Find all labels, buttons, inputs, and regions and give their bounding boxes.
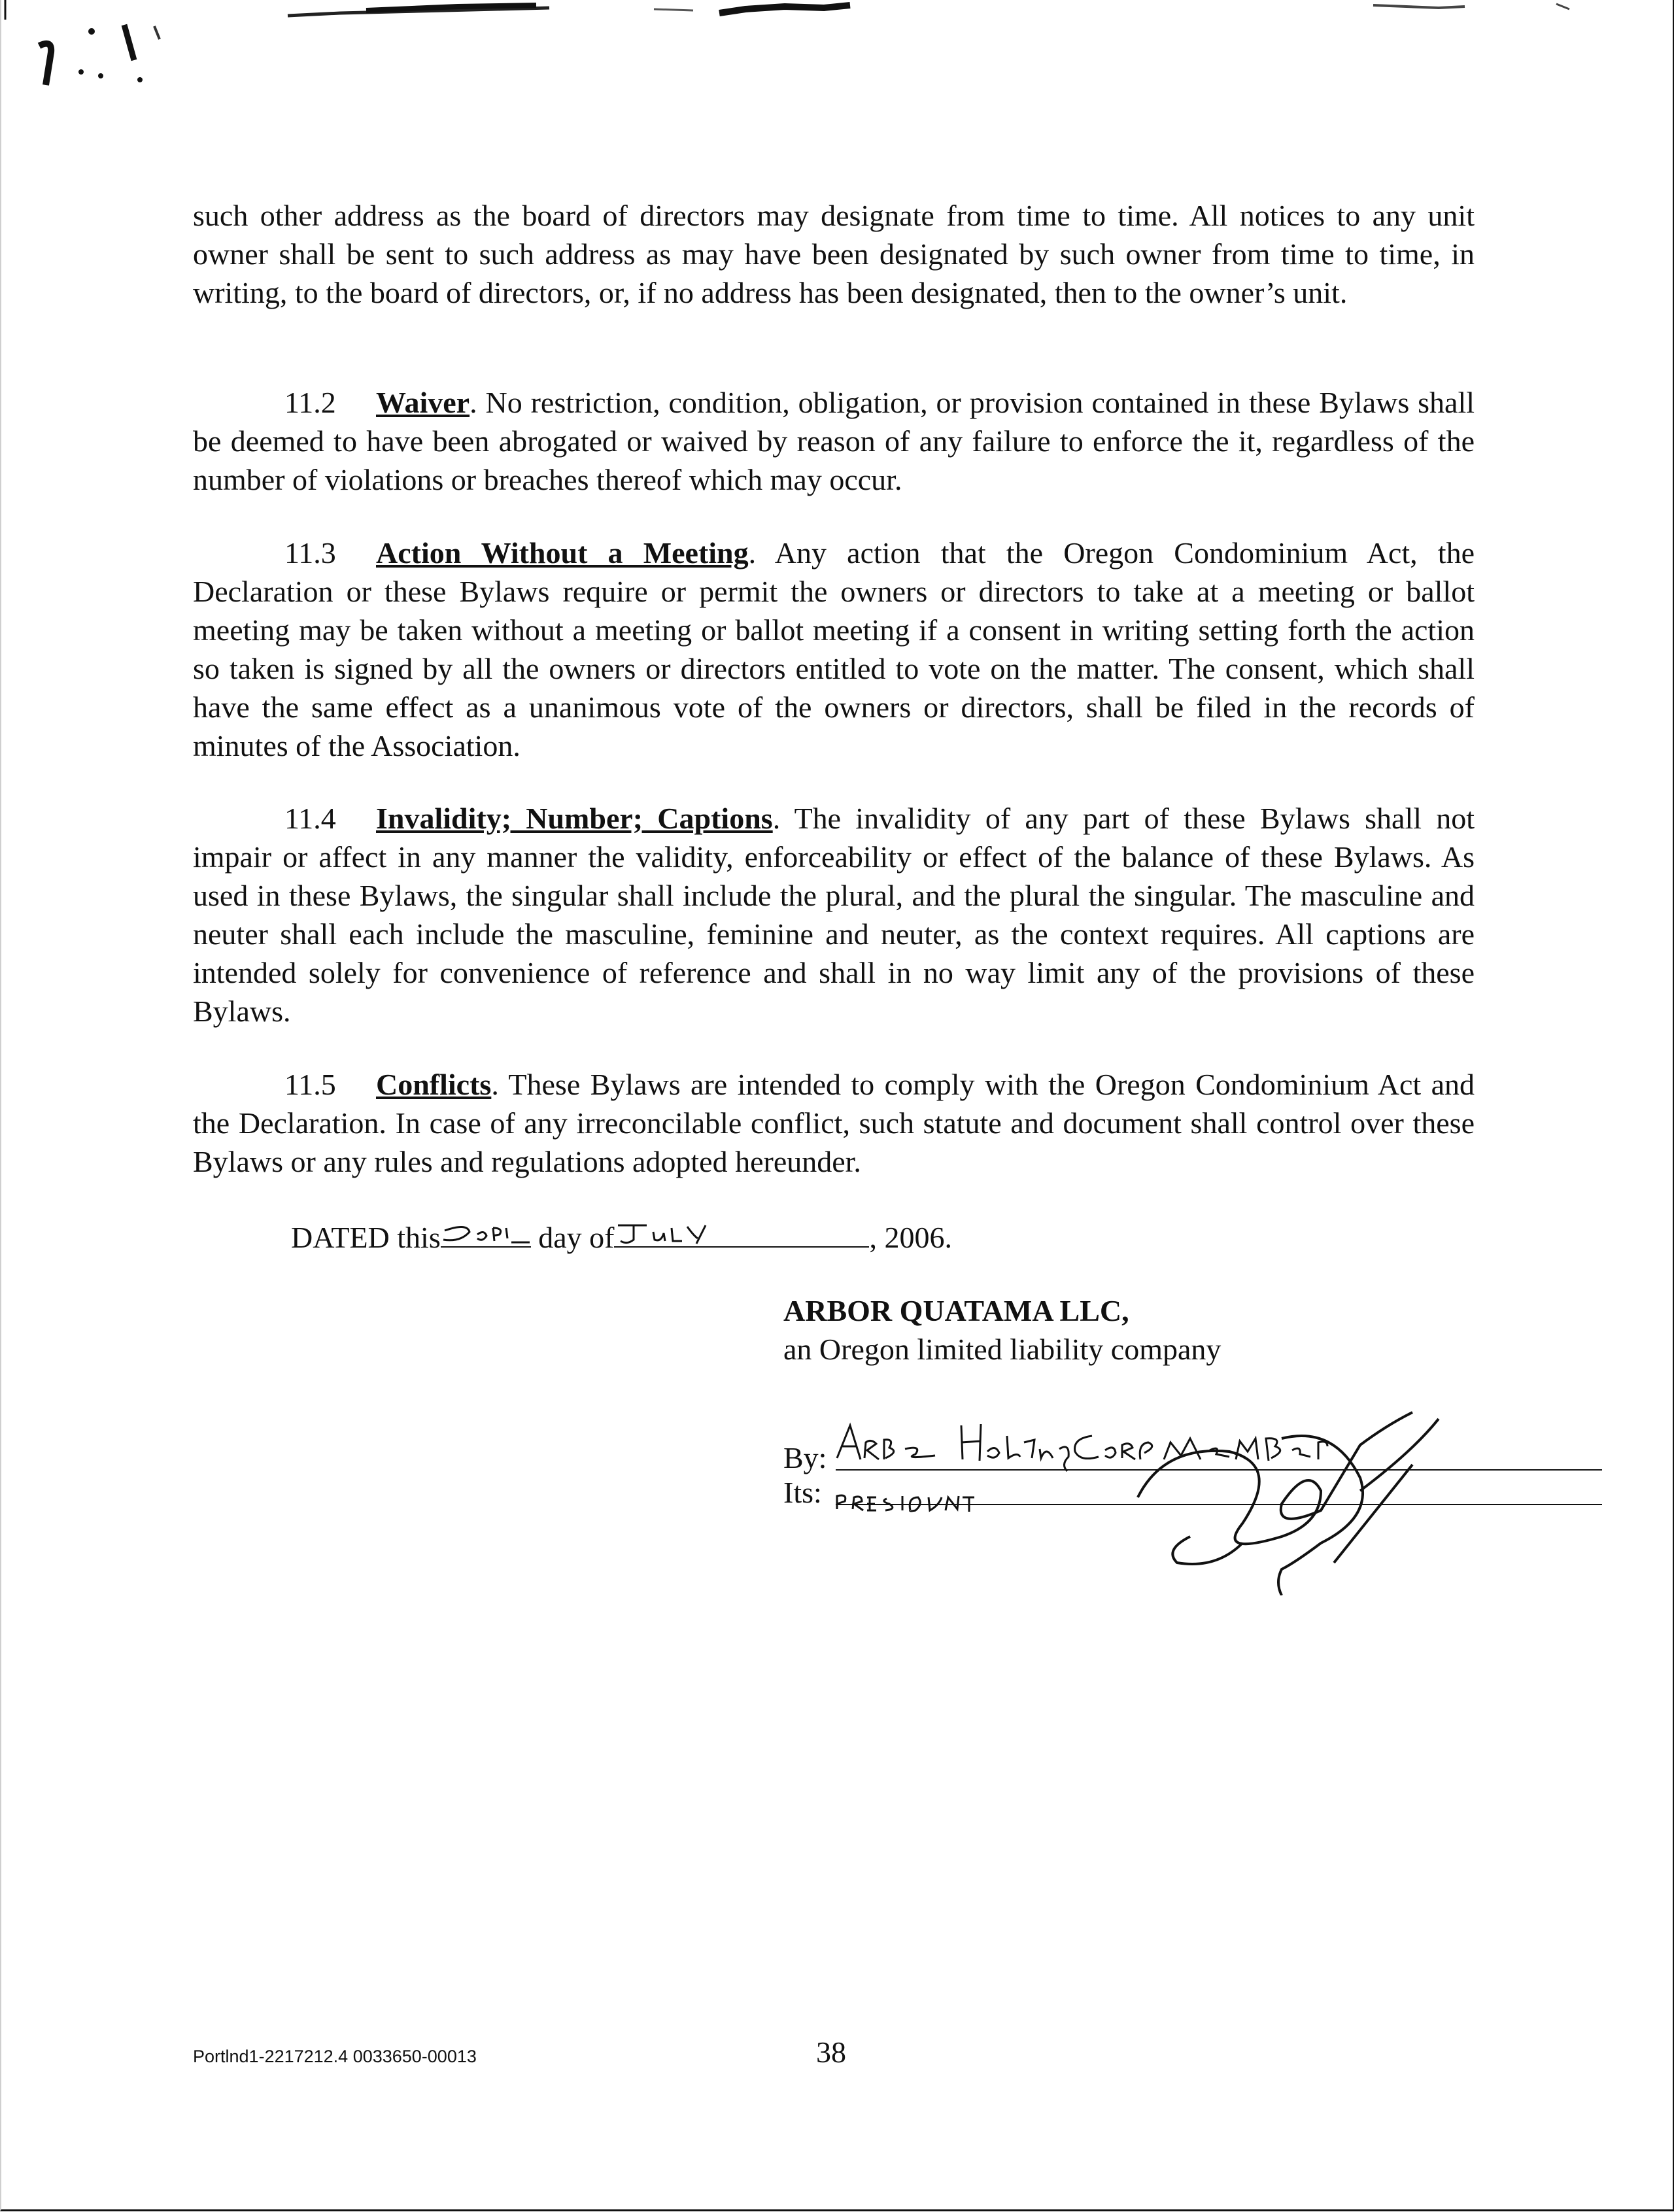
section-text: . No restriction, condition, obligation, or provision contained in these Bylaws shall be deemed to have been abrogated or waived by reason of any failure to enforce the it, regardless of the number of violations or breaches thereof which may occur. xyxy=(193,386,1475,496)
section-heading: Invalidity; Number; Captions xyxy=(376,802,773,835)
section-heading: Action Without a Meeting xyxy=(376,536,749,570)
company-description: an Oregon limited liability company xyxy=(783,1333,1221,1366)
section-11-2 xyxy=(193,383,1475,499)
its-line xyxy=(783,1473,822,1512)
dated-line xyxy=(291,1216,952,1257)
handwritten-signature-icon xyxy=(824,1399,1452,1595)
section-heading: Conflicts xyxy=(376,1068,492,1101)
by-line xyxy=(783,1438,827,1477)
month-handwriting-icon xyxy=(614,1216,869,1246)
carryover-paragraph xyxy=(193,196,1475,312)
dated-middle: day of xyxy=(538,1221,615,1254)
section-11-4 xyxy=(193,799,1475,1030)
dated-prefix: DATED this xyxy=(291,1221,441,1254)
month-blank xyxy=(614,1216,869,1248)
document-id: Portlnd1-2217212.4 0033650-00013 xyxy=(193,2047,477,2066)
section-text: . Any action that the Oregon Condominium Act, the Declaration or these Bylaws require or permit the owners or directors to take at a meeting or ballot meeting may be taken without a meeting or ballot meeting if a consent in writing setting forth the action so taken is signed by all the owners or directors entitled to vote on the matter. The consent, which shall have the same effect as a unanimous vote of the owners or directors, shall be filed in the records of minutes of the Association. xyxy=(193,536,1475,762)
signature-block xyxy=(783,1291,1221,1369)
section-11-3 xyxy=(193,534,1475,765)
company-name: ARBOR QUATAMA LLC, xyxy=(783,1294,1129,1327)
day-blank xyxy=(441,1216,531,1248)
carryover-paragraph-text: such other address as the board of directors may designate from time to time. All notices to any unit owner shall be sent to such address as may have been designated by such owner from time to time, in writing, to the board of directors, or, if no address has been designated, then to the owner’s unit. xyxy=(193,199,1475,309)
section-number: 11.3 xyxy=(284,536,336,570)
section-number: 11.2 xyxy=(284,386,336,419)
section-number: 11.4 xyxy=(284,802,336,835)
section-heading: Waiver xyxy=(376,386,470,419)
by-label: By: xyxy=(783,1441,827,1474)
section-text: . The invalidity of any part of these Bylaws shall not impair or affect in any manner the validity, enforceability or effect of the balance of these Bylaws. As used in these Bylaws, the singular shall include the plural, and the plural the singular. The masculine and neuter shall each include the masculine, feminine and neuter, as the context requires. All captions are intended solely for convenience of reference and shall in no way limit any of the provisions of these Bylaws. xyxy=(193,802,1475,1028)
section-11-5 xyxy=(193,1065,1475,1181)
day-handwriting-icon xyxy=(441,1216,531,1246)
scan-artifacts xyxy=(0,0,1674,105)
its-label: Its: xyxy=(783,1476,822,1509)
section-text: . These Bylaws are intended to comply with the Oregon Condominium Act and the Declaration. In case of any irreconcilable conflict, such statute and document shall control over these Bylaws or any rules and regulations adopted hereunder. xyxy=(193,1068,1475,1178)
section-number: 11.5 xyxy=(284,1068,336,1101)
page-number: 38 xyxy=(816,2035,846,2069)
dated-suffix: , 2006. xyxy=(869,1221,952,1254)
